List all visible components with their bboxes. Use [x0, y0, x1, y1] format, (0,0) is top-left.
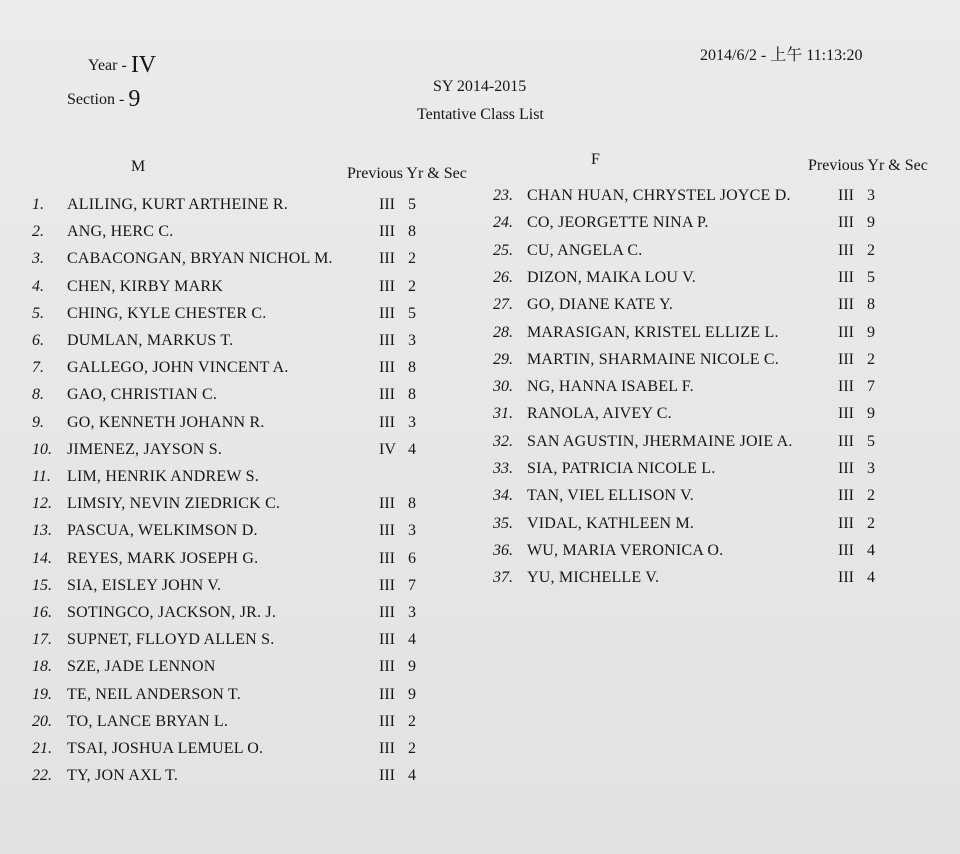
student-number: 9.: [32, 413, 44, 431]
student-number: 25.: [493, 241, 513, 259]
student-name: VIDAL, KATHLEEN M.: [527, 514, 695, 532]
previous-year: IV: [379, 440, 396, 458]
previous-year: III: [379, 576, 395, 594]
school-year: SY 2014-2015: [433, 78, 527, 95]
student-name: CO, JEORGETTE NINA P.: [527, 214, 709, 232]
student-number: 22.: [32, 767, 52, 785]
previous-section: 5: [867, 268, 875, 286]
student-number: 29.: [493, 350, 513, 368]
student-number: 13.: [32, 522, 52, 540]
student-name: SIA, PATRICIA NICOLE L.: [527, 460, 716, 477]
student-number: 17.: [32, 631, 52, 649]
student-name: ANG, HERC C.: [67, 223, 174, 241]
year-field: [88, 52, 156, 79]
student-number: 2.: [32, 223, 44, 241]
previous-year: III: [379, 549, 395, 567]
previous-year: III: [838, 405, 854, 423]
previous-section: 7: [867, 378, 875, 396]
student-number: 12.: [32, 495, 52, 513]
student-name: GO, KENNETH JOHANN R.: [67, 413, 265, 431]
student-name: TAN, VIEL ELLISON V.: [527, 487, 695, 505]
student-name: SUPNET, FLLOYD ALLEN S.: [67, 631, 275, 649]
student-number: 24.: [493, 214, 513, 232]
previous-year: III: [379, 196, 395, 213]
student-name: GALLEGO, JOHN VINCENT A.: [67, 359, 289, 377]
previous-year: III: [838, 323, 854, 341]
student-number: 16.: [32, 604, 52, 621]
student-number: 14.: [32, 549, 52, 567]
previous-section: 9: [408, 658, 416, 676]
previous-year: III: [379, 304, 395, 322]
student-name: TO, LANCE BRYAN L.: [67, 712, 229, 730]
student-name: DIZON, MAIKA LOU V.: [527, 268, 696, 286]
previous-section: 4: [408, 440, 416, 458]
student-name: SZE, JADE LENNON: [67, 658, 216, 676]
student-name: TSAI, JOSHUA LEMUEL O.: [67, 740, 264, 757]
student-name: CHEN, KIRBY MARK: [67, 277, 223, 295]
previous-section: 5: [408, 196, 416, 213]
previous-section: 9: [408, 685, 416, 703]
student-number: 26.: [493, 268, 513, 286]
previous-year: III: [379, 332, 395, 349]
section-label: Section -: [67, 91, 125, 108]
student-number: 21.: [32, 740, 52, 757]
previous-year: III: [379, 658, 395, 676]
previous-year: III: [838, 214, 854, 232]
previous-section: 4: [867, 569, 875, 587]
student-name: TE, NEIL ANDERSON T.: [67, 685, 241, 703]
student-name: REYES, MARK JOSEPH G.: [67, 549, 259, 567]
student-number: 20.: [32, 712, 52, 730]
previous-section: 4: [408, 767, 416, 785]
student-name: CU, ANGELA C.: [527, 241, 643, 259]
male-prev-heading: Previous Yr & Sec: [347, 165, 467, 182]
previous-year: III: [838, 569, 854, 587]
student-name: GAO, CHRISTIAN C.: [67, 386, 218, 404]
previous-year: III: [838, 268, 854, 286]
student-name: ALILING, KURT ARTHEINE R.: [67, 196, 288, 213]
previous-section: 2: [867, 241, 875, 259]
student-name: CHAN HUAN, CHRYSTEL JOYCE D.: [527, 187, 791, 204]
previous-year: III: [379, 631, 395, 649]
previous-year: III: [379, 522, 395, 540]
student-number: 27.: [493, 296, 513, 314]
previous-section: 9: [867, 323, 875, 341]
student-number: 4.: [32, 277, 44, 295]
student-name: GO, DIANE KATE Y.: [527, 296, 674, 314]
previous-section: 2: [867, 487, 875, 505]
student-number: 3.: [32, 250, 44, 268]
student-name: CABACONGAN, BRYAN NICHOL M.: [67, 250, 333, 268]
student-number: 19.: [32, 685, 52, 703]
student-name: SOTINGCO, JACKSON, JR. J.: [67, 604, 277, 621]
previous-section: 2: [408, 277, 416, 295]
previous-year: III: [838, 350, 854, 368]
student-number: 33.: [493, 460, 513, 477]
previous-year: III: [838, 296, 854, 314]
student-name: RANOLA, AIVEY C.: [527, 405, 672, 423]
previous-section: 3: [867, 460, 875, 477]
female-column-heading: F: [591, 151, 600, 168]
student-number: 8.: [32, 386, 44, 404]
previous-section: 7: [408, 576, 416, 594]
student-number: 7.: [32, 359, 44, 377]
year-value: IV: [130, 52, 157, 78]
previous-year: III: [379, 740, 395, 757]
student-name: NG, HANNA ISABEL F.: [527, 378, 694, 396]
previous-section: 9: [867, 405, 875, 423]
student-number: 36.: [493, 541, 513, 559]
female-prev-heading: Previous Yr & Sec: [808, 157, 928, 174]
previous-year: III: [838, 378, 854, 396]
student-number: 34.: [493, 487, 513, 505]
student-number: 10.: [32, 440, 52, 458]
student-number: 5.: [32, 304, 44, 322]
previous-year: III: [838, 541, 854, 559]
student-name: WU, MARIA VERONICA O.: [527, 541, 724, 559]
student-number: 11.: [32, 468, 51, 485]
previous-section: 3: [867, 187, 875, 204]
section-field: [67, 86, 140, 113]
previous-year: III: [379, 712, 395, 730]
previous-year: III: [838, 187, 854, 204]
previous-section: 5: [408, 304, 416, 322]
student-number: 30.: [493, 378, 513, 396]
previous-year: III: [838, 487, 854, 505]
student-name: LIMSIY, NEVIN ZIEDRICK C.: [67, 495, 281, 513]
student-name: TY, JON AXL T.: [67, 767, 179, 785]
year-label: Year -: [88, 57, 127, 74]
previous-section: 4: [867, 541, 875, 559]
previous-year: III: [379, 495, 395, 513]
student-number: 18.: [32, 658, 52, 676]
previous-year: III: [838, 432, 854, 450]
previous-year: III: [838, 241, 854, 259]
student-name: SAN AGUSTIN, JHERMAINE JOIE A.: [527, 432, 793, 450]
previous-section: 8: [408, 359, 416, 377]
previous-year: III: [838, 460, 854, 477]
student-name: PASCUA, WELKIMSON D.: [67, 522, 258, 540]
previous-section: 2: [408, 712, 416, 730]
previous-section: 5: [867, 432, 875, 450]
previous-section: 2: [408, 250, 416, 268]
previous-year: III: [379, 767, 395, 785]
previous-year: III: [379, 685, 395, 703]
previous-section: 9: [867, 214, 875, 232]
previous-section: 8: [408, 495, 416, 513]
student-number: 1.: [32, 196, 44, 213]
section-value: 9: [128, 86, 141, 112]
previous-section: 4: [408, 631, 416, 649]
student-name: CHING, KYLE CHESTER C.: [67, 304, 267, 322]
student-name: SIA, EISLEY JOHN V.: [67, 576, 222, 594]
previous-section: 8: [408, 386, 416, 404]
student-name: YU, MICHELLE V.: [527, 569, 660, 587]
previous-section: 3: [408, 604, 416, 621]
previous-year: III: [379, 223, 395, 241]
student-number: 37.: [493, 569, 513, 587]
student-name: LIM, HENRIK ANDREW S.: [67, 468, 259, 485]
previous-section: 8: [867, 296, 875, 314]
student-number: 31.: [493, 405, 513, 423]
student-name: MARASIGAN, KRISTEL ELLIZE L.: [527, 323, 779, 341]
previous-section: 3: [408, 332, 416, 349]
student-number: 32.: [493, 432, 513, 450]
previous-year: III: [379, 250, 395, 268]
student-name: DUMLAN, MARKUS T.: [67, 332, 234, 349]
student-number: 28.: [493, 323, 513, 341]
male-column-heading: M: [131, 158, 146, 175]
previous-section: 2: [408, 740, 416, 757]
print-datetime: 2014/6/2 - 上午 11:13:20: [700, 47, 863, 64]
previous-section: 6: [408, 549, 416, 567]
student-number: 35.: [493, 514, 513, 532]
previous-year: III: [379, 359, 395, 377]
student-number: 15.: [32, 576, 52, 594]
previous-year: III: [379, 277, 395, 295]
previous-year: III: [379, 386, 395, 404]
document-title: Tentative Class List: [417, 106, 544, 123]
student-number: 23.: [493, 187, 513, 204]
student-name: JIMENEZ, JAYSON S.: [67, 440, 223, 458]
previous-year: III: [379, 604, 395, 621]
previous-section: 8: [408, 223, 416, 241]
student-number: 6.: [32, 332, 44, 349]
previous-section: 3: [408, 413, 416, 431]
previous-section: 2: [867, 350, 875, 368]
previous-section: 2: [867, 514, 875, 532]
previous-year: III: [838, 514, 854, 532]
student-name: MARTIN, SHARMAINE NICOLE C.: [527, 350, 779, 368]
previous-section: 3: [408, 522, 416, 540]
previous-year: III: [379, 413, 395, 431]
